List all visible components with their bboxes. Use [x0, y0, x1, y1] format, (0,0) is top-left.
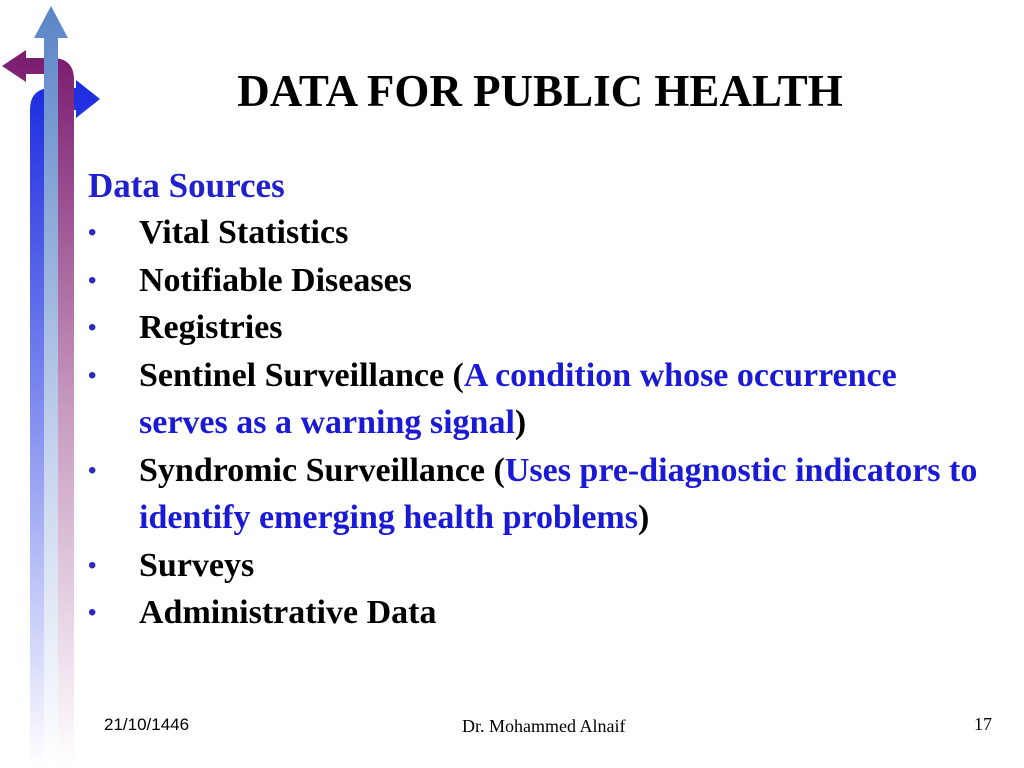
list-item-notifiable-diseases [88, 257, 988, 305]
list-item-registries [88, 304, 988, 352]
list-item-surveys [88, 542, 988, 590]
section-heading: Data Sources [88, 166, 285, 205]
list-item-text: Syndromic Surveillance ( [139, 451, 505, 489]
bullet-icon: • [88, 266, 97, 294]
footer-date: 21/10/1446 [104, 715, 190, 734]
list-item-text: Administrative Data [139, 594, 437, 631]
list-item-note: Uses pre-diagnostic indicators to identify emerging health problems [139, 451, 978, 536]
bullet-icon: • [88, 219, 97, 246]
list-item-text: Vital Statistics [139, 214, 349, 251]
list-item-vital-statistics [88, 209, 988, 257]
footer-author: Dr. Mohammed Alnaif [462, 716, 626, 736]
bullet-icon: • [88, 551, 97, 579]
list-item-note: A condition whose occurrence serves as a warning signal [139, 356, 897, 441]
list-item-sentinel-surveillance [88, 352, 988, 447]
list-item-close: ) [514, 404, 527, 441]
bullet-icon: • [88, 599, 97, 626]
data-sources-list [88, 209, 988, 637]
list-item-administrative-data [88, 589, 988, 637]
list-item-text: Registries [139, 309, 283, 346]
list-item-text: Notifiable Diseases [139, 261, 412, 299]
slide-content [88, 163, 988, 637]
list-item-text: Sentinel Surveillance ( [139, 356, 464, 394]
list-item-close: ) [637, 499, 650, 536]
bullet-icon: • [88, 456, 97, 484]
list-item-syndromic-surveillance [88, 447, 988, 542]
slide-title: DATA FOR PUBLIC HEALTH [237, 66, 843, 116]
list-item-text: Surveys [139, 546, 255, 584]
bullet-icon: • [88, 361, 97, 389]
page-number: 17 [974, 714, 992, 734]
bullet-icon: • [88, 314, 97, 341]
